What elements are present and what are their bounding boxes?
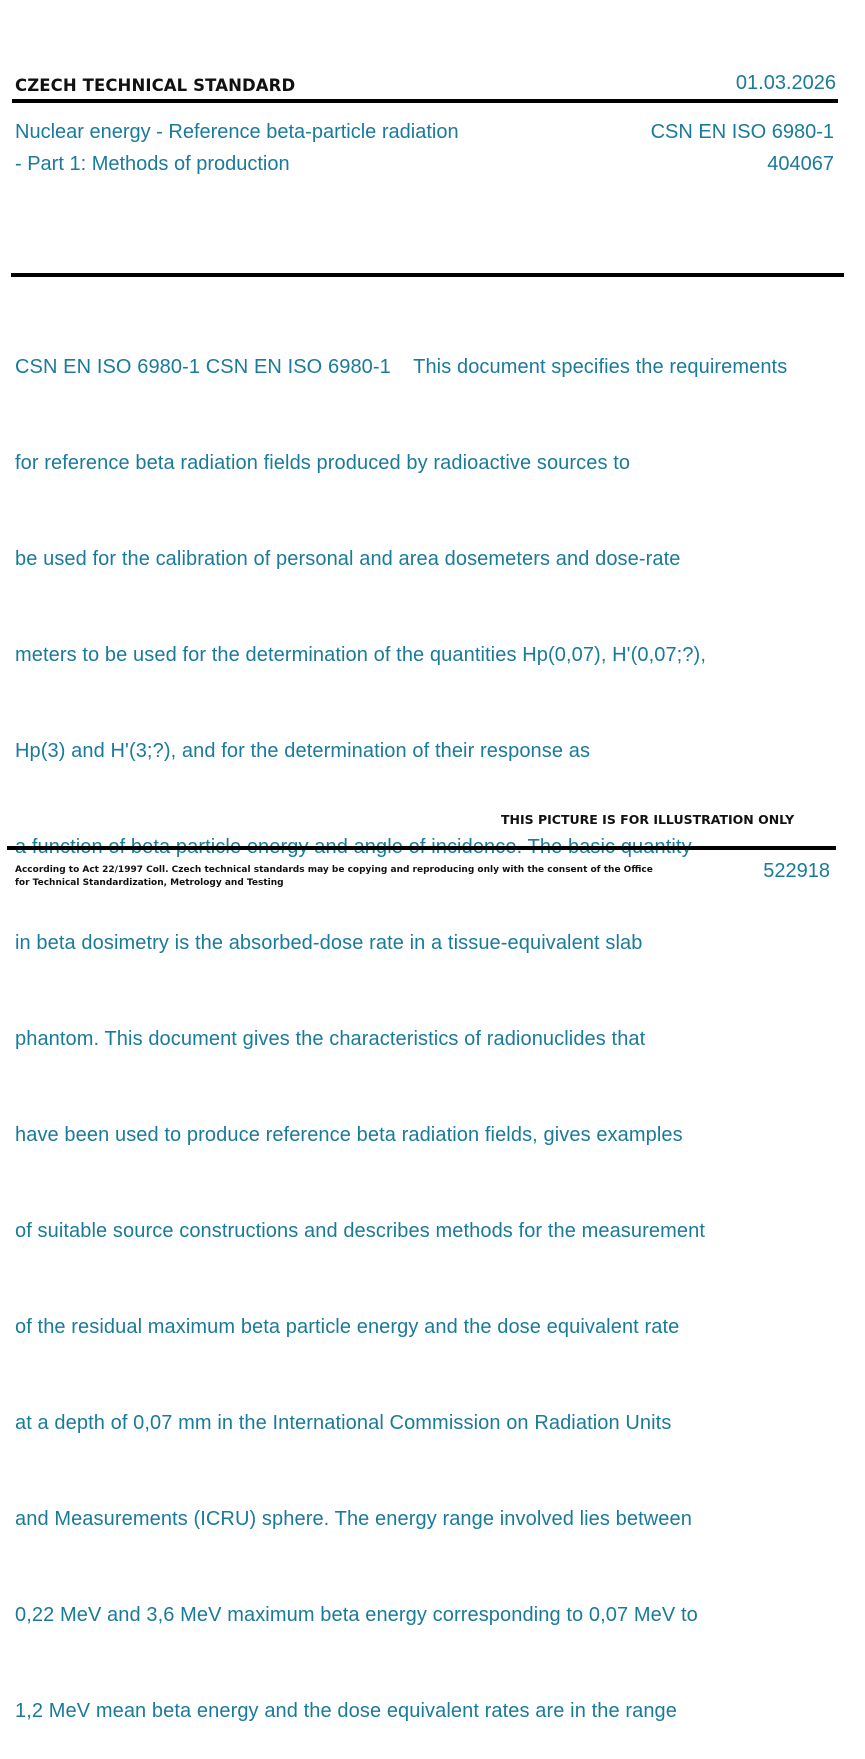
- abstract-line: CSN EN ISO 6980-1 CSN EN ISO 6980-1 This document specifies the requirements: [15, 356, 788, 378]
- abstract-line: phantom. This document gives the characteristics of radionuclides that: [15, 1028, 646, 1050]
- abstract-line: be used for the calibration of personal and area dosemeters and dose-rate: [15, 548, 681, 570]
- abstract-text: [15, 287, 787, 1759]
- document-identifiers: [651, 116, 834, 180]
- abstract-line: Hp(3) and H'(3;?), and for the determination of their response as: [15, 740, 591, 762]
- abstract-line: 0,22 MeV and 3,6 MeV maximum beta energy corresponding to 0,07 MeV to: [15, 1604, 698, 1626]
- copyright-notice-line: for Technical Standardization, Metrology and Testing: [15, 878, 284, 888]
- copyright-notice: [15, 864, 653, 890]
- classification-number: 404067: [767, 153, 834, 175]
- abstract-line: have been used to produce reference beta radiation fields, gives examples: [15, 1124, 683, 1146]
- document-title-line: Nuclear energy - Reference beta-particle radiation: [15, 121, 459, 143]
- abstract-line: and Measurements (ICRU) sphere. The energy range involved lies between: [15, 1508, 692, 1530]
- middle-divider: [11, 273, 844, 277]
- bottom-divider: [7, 846, 836, 850]
- standard-type-heading: CZECH TECHNICAL STANDARD: [15, 76, 296, 95]
- document-id: 522918: [763, 860, 830, 882]
- abstract-line: of the residual maximum beta particle energy and the dose equivalent rate: [15, 1316, 680, 1338]
- document-title: [15, 116, 459, 180]
- abstract-line: meters to be used for the determination of the quantities Hp(0,07), H'(0,07;?),: [15, 644, 706, 666]
- abstract-line: in beta dosimetry is the absorbed-dose rate in a tissue-equivalent slab: [15, 932, 643, 954]
- abstract-line: of suitable source constructions and describes methods for the measurement: [15, 1220, 705, 1242]
- publication-date: 01.03.2026: [735, 72, 836, 94]
- document-title-line: - Part 1: Methods of production: [15, 153, 290, 175]
- illustration-disclaimer: THIS PICTURE IS FOR ILLUSTRATION ONLY: [501, 812, 795, 827]
- top-divider: [12, 99, 838, 103]
- abstract-line: for reference beta radiation fields produced by radioactive sources to: [15, 452, 631, 474]
- abstract-line: at a depth of 0,07 mm in the International Commission on Radiation Units: [15, 1412, 672, 1434]
- copyright-notice-line: According to Act 22/1997 Coll. Czech technical standards may be copying and reproducing only with the consent of the Office: [15, 865, 653, 875]
- standard-code: CSN EN ISO 6980-1: [650, 121, 834, 143]
- abstract-line: 1,2 MeV mean beta energy and the dose equivalent rates are in the range: [15, 1700, 677, 1722]
